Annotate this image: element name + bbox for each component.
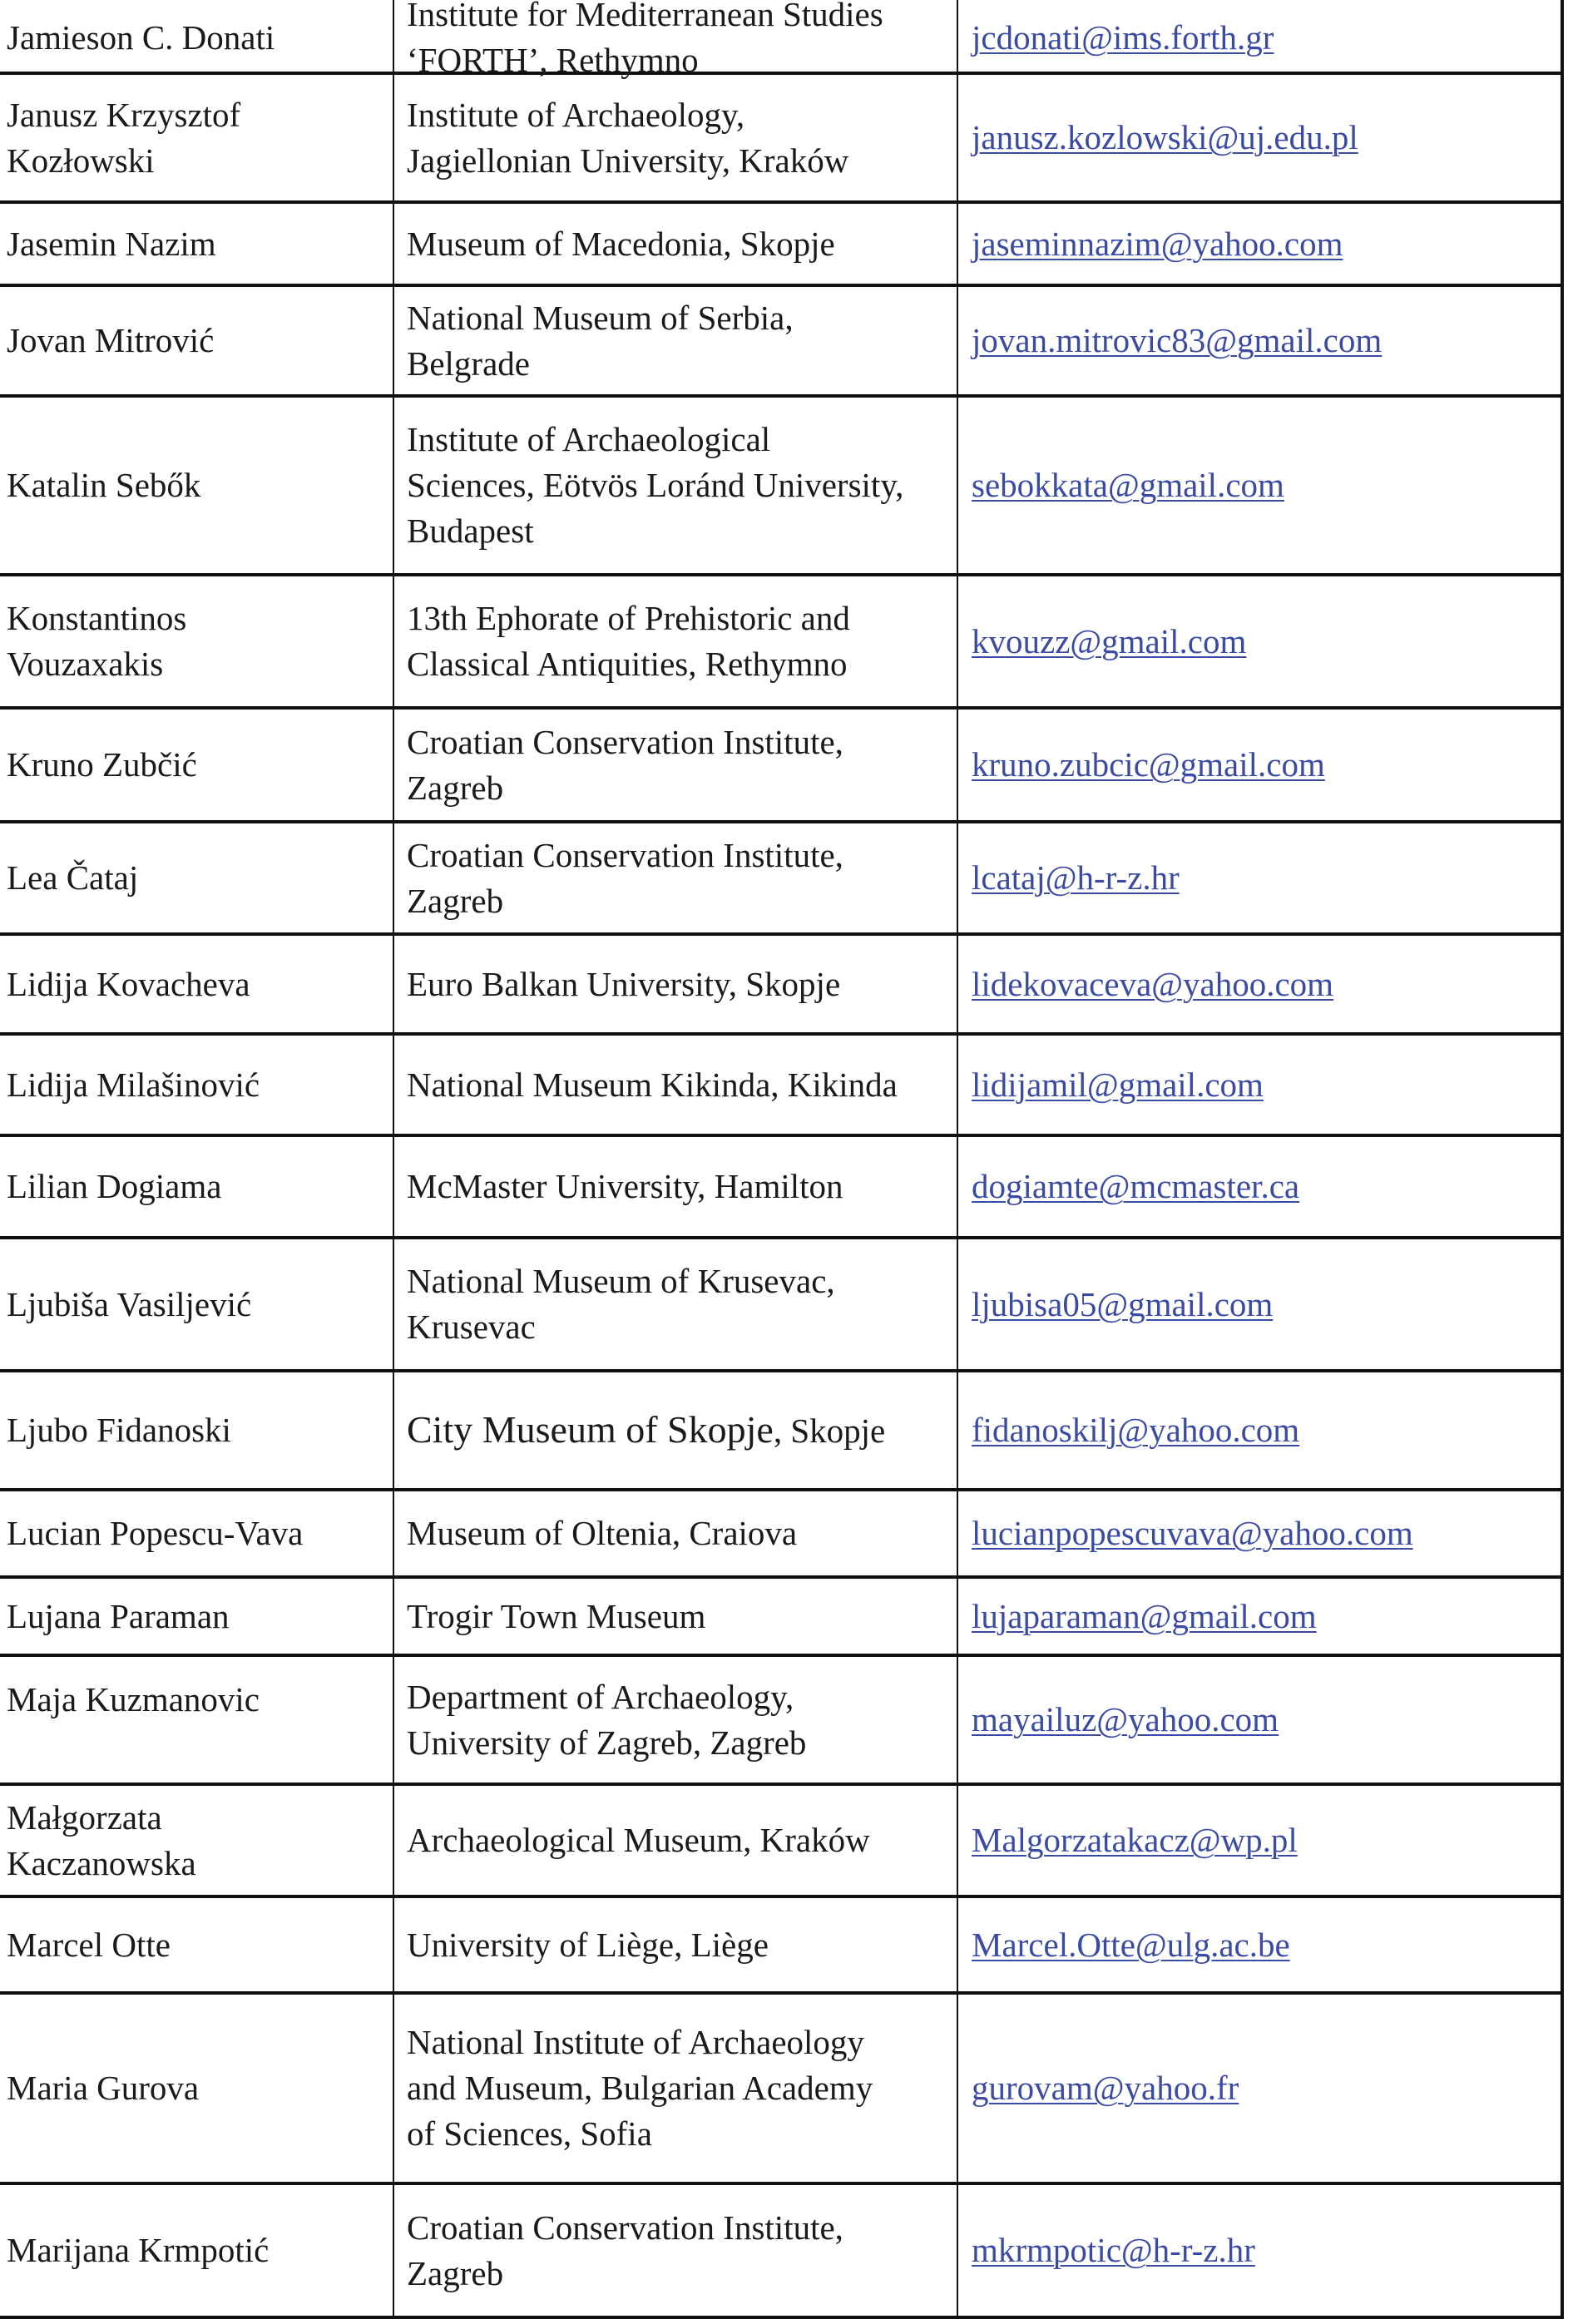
table-row <box>0 75 1564 204</box>
table-row <box>0 1137 1564 1239</box>
email-cell <box>957 75 1564 200</box>
email-link[interactable]: lidekovaceva@yahoo.com <box>972 964 1334 1003</box>
table-row <box>0 823 1564 936</box>
email-cell <box>957 1491 1564 1575</box>
email-link[interactable]: lidijamil@gmail.com <box>972 1065 1264 1104</box>
affiliation: National Museum of Serbia, Belgrade <box>407 298 794 383</box>
name-cell <box>0 287 393 394</box>
affiliation: 13th Ephorate of Prehistoric and Classical Antiquities, Rethymno <box>407 599 850 683</box>
affiliation: University of Liège, Liège <box>407 1925 769 1964</box>
email-cell <box>957 710 1564 820</box>
affiliation-cell <box>393 1657 957 1783</box>
name-cell <box>0 1657 393 1783</box>
affiliation: Museum of Oltenia, Craiova <box>407 1514 798 1552</box>
name-cell <box>0 1995 393 2182</box>
person-name: Janusz Krzysztof Kozłowski <box>7 95 241 180</box>
affiliation: National Museum of Krusevac, Krusevac <box>407 1262 835 1346</box>
name-cell <box>0 75 393 200</box>
affiliation-cell <box>393 287 957 394</box>
name-cell <box>0 1491 393 1575</box>
person-name: Maria Gurova <box>7 2069 200 2107</box>
email-cell <box>957 2185 1564 2316</box>
email-link[interactable]: mkrmpotic@h-r-z.hr <box>972 2231 1255 2269</box>
affiliation: McMaster University, Hamilton <box>407 1167 843 1205</box>
affiliation <box>407 1407 885 1454</box>
affiliation-cell <box>393 1579 957 1654</box>
email-cell <box>957 576 1564 706</box>
person-name: Ljubo Fidanoski <box>7 1411 231 1449</box>
person-name: Jovan Mitrović <box>7 321 215 359</box>
name-cell <box>0 2185 393 2316</box>
email-link[interactable]: jaseminnazim@yahoo.com <box>972 224 1343 263</box>
affiliation: Croatian Conservation Institute, Zagreb <box>407 722 843 807</box>
email-link[interactable]: mayailuz@yahoo.com <box>972 1700 1279 1738</box>
name-cell <box>0 936 393 1032</box>
affiliation-cell <box>393 823 957 932</box>
affiliation-cell <box>393 2185 957 2316</box>
affiliation-cell <box>393 1239 957 1369</box>
table-row <box>0 1579 1564 1657</box>
person-name: Lea Čataj <box>7 858 139 897</box>
person-name: Lilian Dogiama <box>7 1167 222 1205</box>
person-name: Lucian Popescu-Vava <box>7 1514 304 1552</box>
name-cell <box>0 1239 393 1369</box>
affiliation-suffix: , Skopje <box>773 1412 886 1450</box>
email-cell <box>957 0 1564 83</box>
name-cell <box>0 398 393 573</box>
name-cell <box>0 1898 393 1991</box>
table-row <box>0 1995 1564 2185</box>
email-link[interactable]: kruno.zubcic@gmail.com <box>972 745 1325 784</box>
person-name: Katalin Sebők <box>7 466 201 504</box>
person-name: Lujana Paraman <box>7 1596 230 1635</box>
person-name: Jamieson C. Donati <box>7 17 275 57</box>
name-cell <box>0 0 393 83</box>
email-cell <box>957 1239 1564 1369</box>
affiliation: Euro Balkan University, Skopje <box>407 964 841 1003</box>
name-cell <box>0 823 393 932</box>
table-row <box>0 1898 1564 1995</box>
affiliation-cell <box>393 1036 957 1134</box>
table-row <box>0 398 1564 576</box>
name-cell <box>0 1786 393 1895</box>
table-row <box>0 1036 1564 1137</box>
email-link[interactable]: fidanoskilj@yahoo.com <box>972 1411 1300 1449</box>
table-row <box>0 936 1564 1036</box>
email-link[interactable]: kvouzz@gmail.com <box>972 621 1247 660</box>
affiliation-cell <box>393 398 957 573</box>
email-link[interactable]: Marcel.Otte@ulg.ac.be <box>972 1925 1290 1964</box>
person-name: Małgorzata Kaczanowska <box>7 1797 196 1882</box>
email-link[interactable]: dogiamte@mcmaster.ca <box>972 1167 1300 1205</box>
affiliation-cell <box>393 576 957 706</box>
email-cell <box>957 936 1564 1032</box>
affiliation-cell <box>393 1995 957 2182</box>
email-link[interactable]: jovan.mitrovic83@gmail.com <box>972 321 1383 359</box>
affiliation: Croatian Conservation Institute, Zagreb <box>407 2208 843 2292</box>
affiliation: Trogir Town Museum <box>407 1596 706 1635</box>
affiliation-cell <box>393 1372 957 1488</box>
table-row <box>0 1657 1564 1786</box>
name-cell <box>0 1036 393 1134</box>
email-cell <box>957 1372 1564 1488</box>
name-cell <box>0 1579 393 1654</box>
affiliation: Museum of Macedonia, Skopje <box>407 224 835 263</box>
table-row <box>0 1372 1564 1491</box>
person-name: Maja Kuzmanovic <box>7 1680 260 1718</box>
affiliation: Institute of Archaeological Sciences, Eötvös Loránd University, Budapest <box>407 420 904 550</box>
email-cell <box>957 1036 1564 1134</box>
affiliation-cell <box>393 1137 957 1236</box>
email-link[interactable]: Malgorzatakacz@wp.pl <box>972 1821 1298 1859</box>
person-name: Ljubiša Vasiljević <box>7 1284 252 1323</box>
email-link[interactable]: lcataj@h-r-z.hr <box>972 858 1180 897</box>
email-cell <box>957 1137 1564 1236</box>
name-cell <box>0 710 393 820</box>
email-cell <box>957 823 1564 932</box>
email-link[interactable]: lujaparaman@gmail.com <box>972 1596 1317 1635</box>
email-link[interactable]: ljubisa05@gmail.com <box>972 1284 1274 1323</box>
person-name: Jasemin Nazim <box>7 224 216 263</box>
person-name: Marijana Krmpotić <box>7 2231 270 2269</box>
table-row <box>0 576 1564 710</box>
email-cell <box>957 1995 1564 2182</box>
person-name: Kruno Zubčić <box>7 745 197 784</box>
affiliation-cell <box>393 710 957 820</box>
affiliation: Archaeological Museum, Kraków <box>407 1821 870 1859</box>
email-cell <box>957 1898 1564 1991</box>
email-link[interactable]: sebokkata@gmail.com <box>972 466 1284 504</box>
affiliation-cell <box>393 936 957 1032</box>
name-cell <box>0 1137 393 1236</box>
affiliation-main: City Museum of Skopje <box>407 1408 774 1451</box>
affiliation: National Institute of Archaeology and Museum, Bulgarian Academy of Sciences, Sofia <box>407 2023 873 2153</box>
table-row <box>0 2185 1564 2319</box>
person-name: Konstantinos Vouzaxakis <box>7 599 187 683</box>
person-name: Lidija Kovacheva <box>7 964 250 1003</box>
affiliation: Croatian Conservation Institute, Zagreb <box>407 835 843 920</box>
name-cell <box>0 1372 393 1488</box>
table-row <box>0 710 1564 823</box>
name-cell <box>0 204 393 284</box>
affiliation-cell <box>393 204 957 284</box>
email-cell <box>957 398 1564 573</box>
table-row <box>0 0 1564 79</box>
email-cell <box>957 1657 1564 1783</box>
table-row <box>0 204 1564 287</box>
affiliation: Institute of Archaeology, Jagiellonian University, Kraków <box>407 95 849 180</box>
table-row <box>0 1786 1564 1898</box>
table-row <box>0 1239 1564 1372</box>
name-cell <box>0 576 393 706</box>
email-link[interactable]: lucianpopescuvava@yahoo.com <box>972 1514 1413 1552</box>
affiliation-cell <box>393 75 957 200</box>
email-cell <box>957 287 1564 394</box>
table-row <box>0 287 1564 398</box>
affiliation-cell <box>393 0 957 83</box>
person-name: Lidija Milašinović <box>7 1065 260 1104</box>
affiliation: Department of Archaeology, University of Zagreb, Zagreb <box>407 1677 807 1762</box>
person-name: Marcel Otte <box>7 1925 171 1964</box>
affiliation-cell <box>393 1898 957 1991</box>
email-cell <box>957 1786 1564 1895</box>
email-cell <box>957 204 1564 284</box>
email-cell <box>957 1579 1564 1654</box>
table-row <box>0 1491 1564 1579</box>
email-link[interactable]: janusz.kozlowski@uj.edu.pl <box>972 118 1358 156</box>
affiliation-cell <box>393 1491 957 1575</box>
affiliation: National Museum Kikinda, Kikinda <box>407 1065 898 1104</box>
affiliation: Institute for Mediterranean Studies ‘FORTH’, Rethymno <box>407 0 883 79</box>
email-link[interactable]: gurovam@yahoo.fr <box>972 2069 1239 2107</box>
affiliation-cell <box>393 1786 957 1895</box>
email-link[interactable]: jcdonati@ims.forth.gr <box>972 17 1274 57</box>
